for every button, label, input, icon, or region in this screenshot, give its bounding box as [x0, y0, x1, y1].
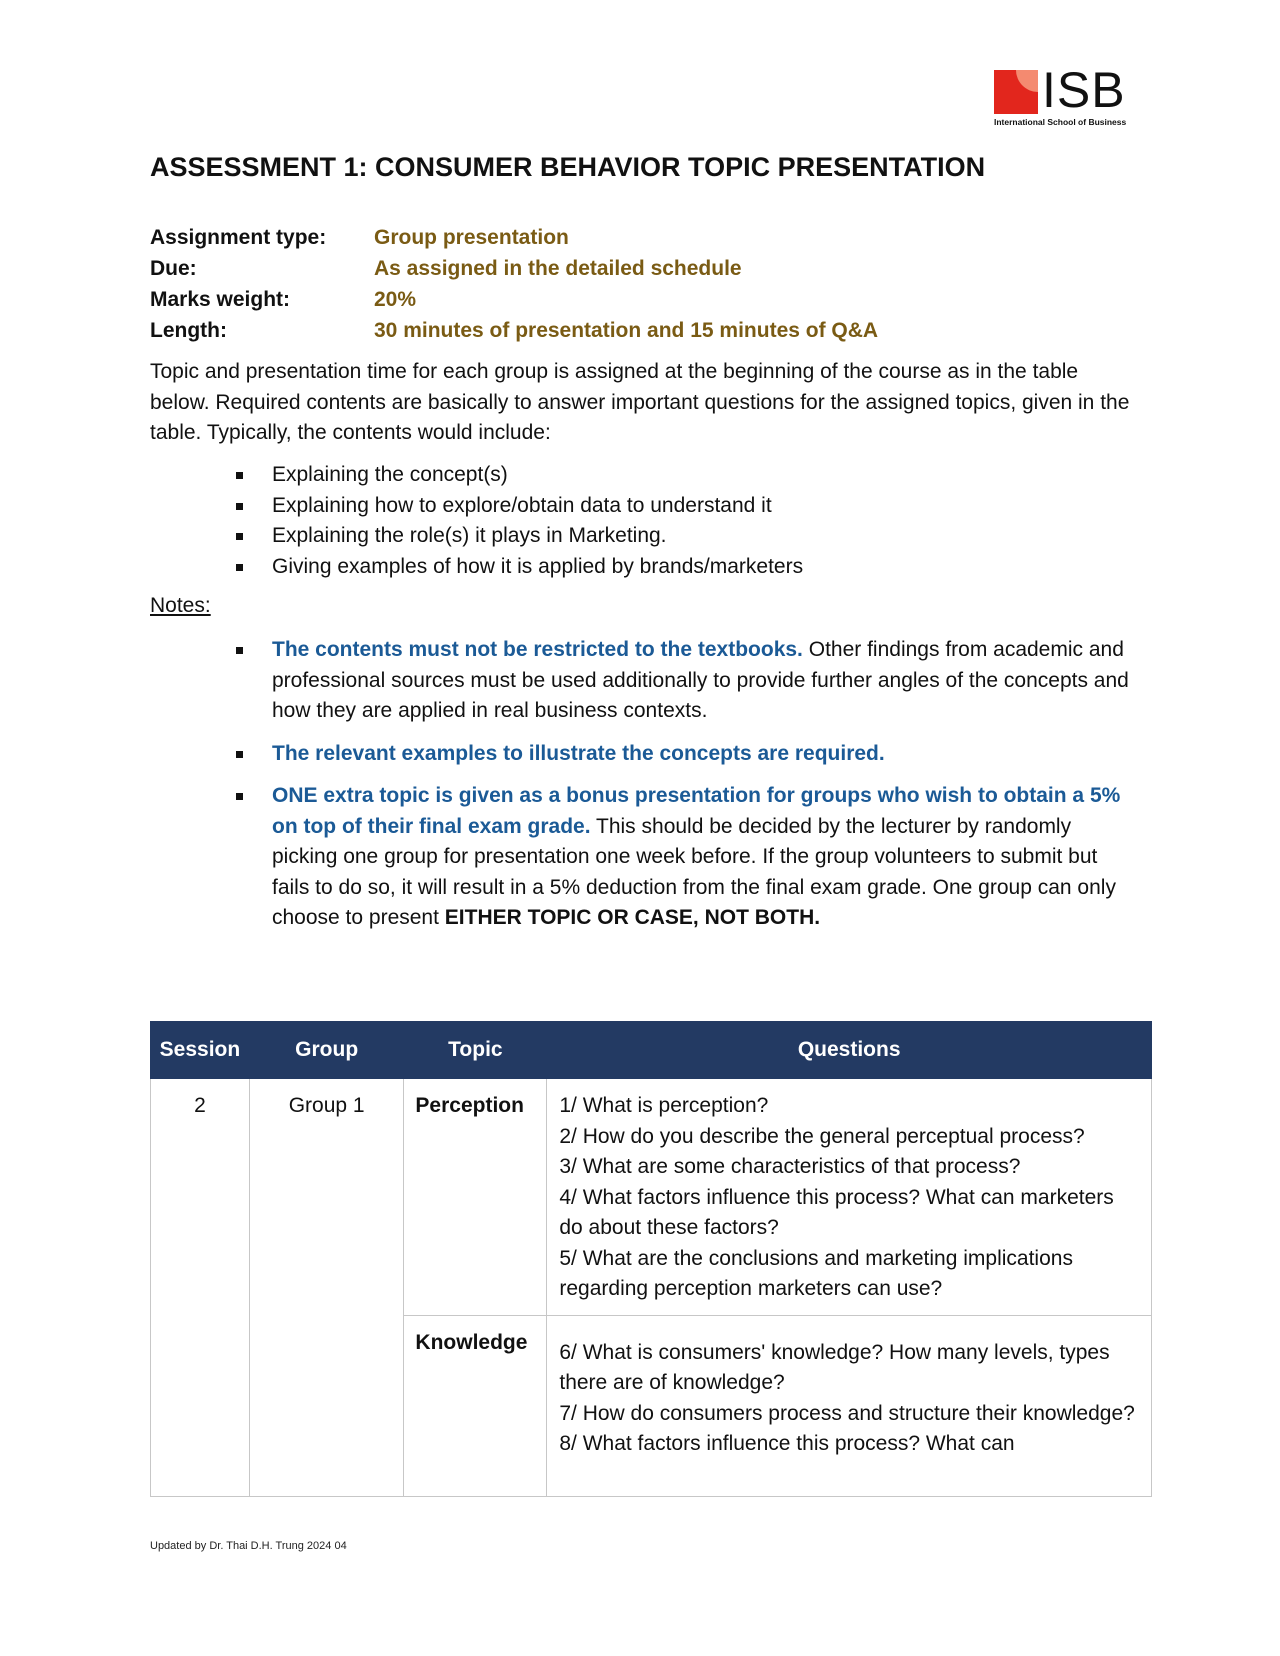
meta-label: Marks weight:	[150, 288, 291, 311]
question-item: 5/ What are the conclusions and marketing implications regarding perception marketers can use?	[559, 1246, 1073, 1300]
notes-heading: Notes:	[150, 594, 211, 617]
note-item	[272, 635, 1132, 727]
page-footer: Updated by Dr. Thai D.H. Trung 2024 04	[150, 1540, 347, 1552]
meta-label: Length:	[150, 319, 227, 342]
meta-label: Assignment type:	[150, 226, 327, 249]
notes-list	[272, 635, 1132, 946]
logo-wordmark: ISB	[1042, 62, 1126, 118]
list-item: Explaining the role(s) it plays in Marketing.	[272, 521, 803, 552]
page-title: ASSESSMENT 1: CONSUMER BEHAVIOR TOPIC PRESENTATION	[150, 152, 986, 182]
list-item: Explaining how to explore/obtain data to understand it	[272, 491, 803, 522]
note-emphasis: ONE extra topic is given as a bonus presentation for groups who wish to obtain a 5% on top of their final exam grade.	[272, 784, 1121, 838]
isb-logo-mark-icon	[994, 70, 1038, 114]
meta-value: 20%	[374, 288, 417, 311]
meta-row	[150, 253, 878, 284]
meta-value: Group presentation	[374, 226, 569, 249]
question-item: 6/ What is consumers' knowledge? How many levels, types there are of knowledge?	[559, 1340, 1110, 1394]
header-topic: Topic	[404, 1022, 547, 1079]
group-cell: Group 1	[249, 1079, 404, 1497]
topic-cell: Perception	[404, 1079, 547, 1316]
meta-row	[150, 284, 878, 315]
intro-paragraph: Topic and presentation time for each group is assigned at the beginning of the course as in the table below. Required contents are basically to answer important questions for the assigned topics, given in the table. Typically, the contents would include:	[150, 360, 1130, 444]
table-header-row	[151, 1022, 1152, 1079]
question-item: 2/ How do you describe the general perceptual process?	[559, 1124, 1085, 1148]
question-item: 1/ What is perception?	[559, 1094, 769, 1117]
content-bullet-list	[272, 460, 803, 582]
meta-row	[150, 222, 878, 253]
note-emphasis: The relevant examples to illustrate the concepts are required.	[272, 741, 885, 765]
meta-row	[150, 315, 878, 346]
table-row	[151, 1079, 1152, 1316]
meta-value: 30 minutes of presentation and 15 minutes of Q&A	[374, 319, 879, 342]
assignment-meta	[150, 222, 878, 346]
question-item: 4/ What factors influence this process? What can marketers do about these factors?	[559, 1185, 1114, 1239]
topic-schedule-table	[150, 1021, 1152, 1497]
note-item	[272, 739, 1132, 770]
note-item	[272, 781, 1132, 934]
note-strong-text: EITHER TOPIC OR CASE, NOT BOTH.	[444, 906, 821, 929]
header-session: Session	[151, 1022, 250, 1079]
meta-label: Due:	[150, 257, 197, 280]
meta-value: As assigned in the detailed schedule	[374, 257, 742, 280]
list-item: Explaining the concept(s)	[272, 460, 803, 491]
logo-subtitle: International School of Business	[994, 117, 1127, 127]
note-emphasis: The contents must not be restricted to the textbooks.	[272, 638, 803, 661]
questions-cell	[547, 1315, 1152, 1496]
header-questions: Questions	[547, 1022, 1152, 1079]
questions-cell	[547, 1079, 1152, 1316]
note-text: This should be decided by the lecturer by randomly picking one group for presentation one week before. If the group volunteers to submit but fails to do so, it will result in a 5% deduction from the final exam grade. One group can only choose to present	[272, 814, 1116, 929]
question-item: 7/ How do consumers process and structure their knowledge?	[559, 1401, 1135, 1425]
header-group: Group	[249, 1022, 404, 1079]
question-item: 3/ What are some characteristics of that process?	[559, 1155, 1021, 1178]
topic-cell: Knowledge	[404, 1315, 547, 1496]
isb-logo	[994, 62, 1144, 128]
session-cell: 2	[151, 1079, 250, 1497]
question-item: 8/ What factors influence this process? What can	[559, 1432, 1015, 1455]
list-item: Giving examples of how it is applied by brands/marketers	[272, 552, 803, 583]
note-text: Other findings from academic and professional sources must be used additionally to provide further angles of the concepts and how they are applied in real business contexts.	[272, 638, 1129, 722]
